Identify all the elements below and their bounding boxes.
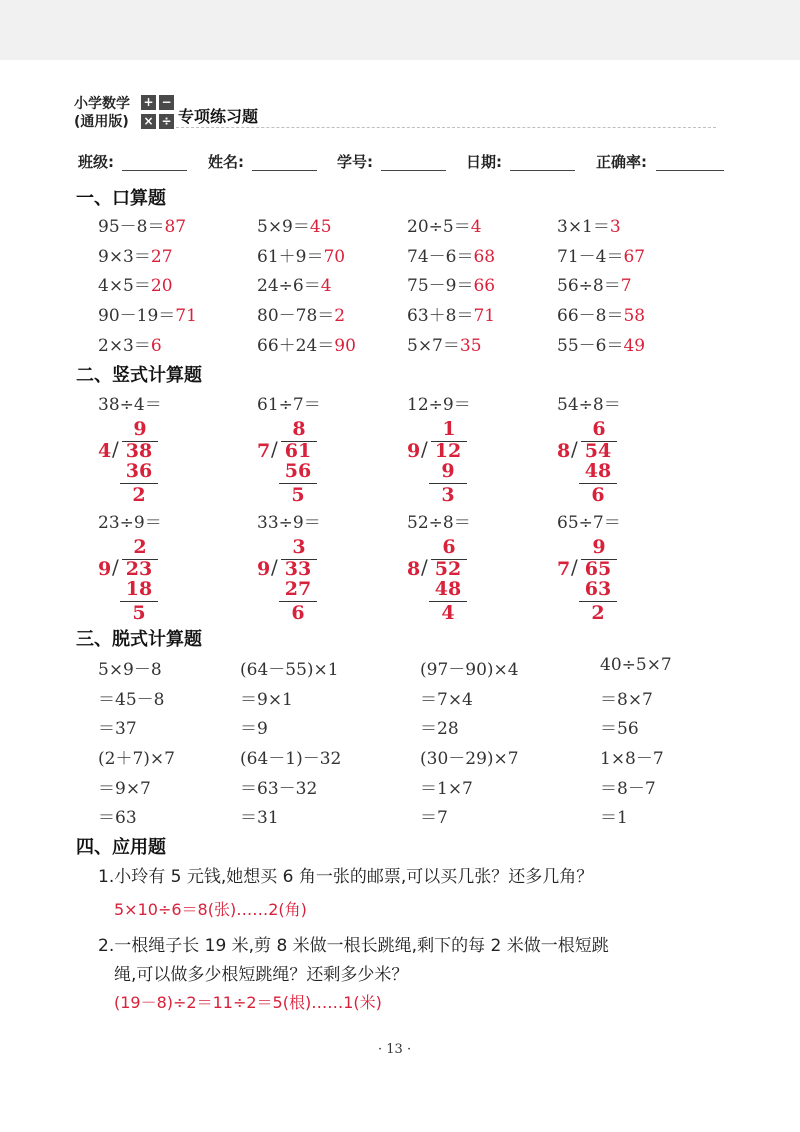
stepwise-step-1: ＝9×1 — [240, 690, 293, 710]
oral-item — [98, 331, 162, 356]
oral-answer: 71 — [473, 306, 496, 326]
vertical-product: 36 — [125, 460, 153, 482]
plus-icon: + — [141, 95, 156, 110]
class-label: 班级: — [78, 153, 114, 171]
oral-item — [407, 331, 482, 356]
oral-question: 66＋24＝ — [257, 336, 335, 356]
vertical-dividend: 38 — [125, 440, 153, 462]
stepwise-question: (64－55)×1 — [240, 660, 339, 680]
oral-question: 20÷5＝ — [407, 217, 471, 237]
vertical-dividend: 12 — [434, 440, 462, 462]
vertical-product: 27 — [284, 578, 312, 600]
vertical-product: 18 — [125, 578, 153, 600]
stepwise-step-1: ＝45－8 — [98, 690, 165, 710]
oral-answer: 2 — [334, 306, 346, 326]
vertical-remainder: 2 — [132, 484, 146, 506]
header-edition: (通用版) — [74, 114, 129, 130]
word-problem-1-text: 1.小玲有 5 元钱,她想买 6 角一张的邮票,可以买几张？还多几角？ — [98, 867, 594, 887]
vertical-question: 61÷7＝ — [257, 395, 321, 415]
oral-answer: 87 — [164, 217, 187, 237]
vertical-product: 48 — [584, 460, 612, 482]
oral-answer: 7 — [620, 276, 632, 296]
oral-question: 71－4＝ — [557, 247, 624, 267]
oral-question: 55－6＝ — [557, 336, 624, 356]
oral-answer: 27 — [150, 247, 173, 267]
stepwise-step-1: ＝1×7 — [420, 779, 473, 799]
division-bracket-icon: / — [571, 437, 578, 461]
vertical-divisor: 8 — [407, 558, 421, 580]
vertical-product: 56 — [284, 460, 312, 482]
oral-answer: 90 — [334, 336, 356, 356]
minus-icon: − — [159, 95, 174, 110]
class-field[interactable] — [122, 169, 187, 171]
oral-answer: 45 — [309, 217, 332, 237]
header-title: 专项练习题 — [178, 107, 259, 126]
oral-question: 3×1＝ — [557, 217, 610, 237]
vertical-remainder: 6 — [291, 602, 305, 624]
oral-question: 66－8＝ — [557, 306, 624, 326]
vertical-remainder: 6 — [591, 484, 605, 506]
stepwise-question: (2＋7)×7 — [98, 749, 175, 769]
vertical-quotient: 6 — [442, 536, 456, 558]
date-field[interactable] — [510, 169, 575, 171]
stepwise-question: 40÷5×7 — [600, 655, 672, 675]
oral-question: 56÷8＝ — [557, 276, 621, 296]
vertical-divisor: 8 — [557, 440, 571, 462]
vertical-divisor: 7 — [257, 440, 271, 462]
oral-question: 2×3＝ — [98, 336, 151, 356]
oral-answer: 20 — [150, 276, 173, 296]
oral-answer: 68 — [473, 247, 496, 267]
times-icon: × — [141, 114, 156, 129]
vertical-question: 52÷8＝ — [407, 513, 471, 533]
word-problem-2-answer: (19－8)÷2＝11÷2＝5(根)……1(米) — [114, 993, 382, 1012]
oral-item — [98, 301, 197, 326]
vertical-divisor: 9 — [407, 440, 421, 462]
oral-answer: 3 — [609, 217, 621, 237]
vertical-remainder: 5 — [291, 484, 305, 506]
word-problem-1-answer: 5×10÷6＝8(张)……2(角) — [114, 900, 307, 919]
oral-question: 5×7＝ — [407, 336, 460, 356]
oral-item — [257, 271, 332, 296]
oral-answer: 35 — [459, 336, 482, 356]
stepwise-question: (64－1)－32 — [240, 749, 342, 769]
vertical-quotient: 8 — [292, 418, 306, 440]
division-bracket-icon: / — [421, 555, 428, 579]
stepwise-step-1: ＝8－7 — [600, 779, 656, 799]
section-stepwise-title: 三、脱式计算题 — [76, 629, 202, 650]
vertical-divisor: 9 — [98, 558, 112, 580]
oral-question: 61＋9＝ — [257, 247, 324, 267]
stepwise-step-2: ＝31 — [240, 808, 279, 828]
oral-item — [407, 212, 482, 237]
stepwise-step-2: ＝28 — [420, 719, 459, 739]
stepwise-step-2: ＝63 — [98, 808, 137, 828]
accuracy-label: 正确率: — [596, 153, 647, 171]
vertical-product: 48 — [434, 578, 462, 600]
vertical-question: 33÷9＝ — [257, 513, 321, 533]
word-problem-2-text: 2.一根绳子长 19 米,剪 8 米做一根长跳绳,剩下的每 2 米做一根短跳 — [98, 936, 609, 956]
stepwise-question: 5×9－8 — [98, 660, 162, 680]
header-subject: 小学数学 — [74, 96, 130, 112]
oral-item — [407, 242, 495, 267]
stepwise-step-1: ＝63－32 — [240, 779, 318, 799]
stepwise-step-2: ＝7 — [420, 808, 448, 828]
division-bracket-icon: / — [571, 555, 578, 579]
stepwise-question: 1×8－7 — [600, 749, 664, 769]
oral-answer: 6 — [150, 336, 162, 356]
name-field[interactable] — [252, 169, 317, 171]
vertical-quotient: 9 — [133, 418, 147, 440]
oral-item — [98, 242, 173, 267]
stepwise-step-1: ＝9×7 — [98, 779, 151, 799]
vertical-question: 23÷9＝ — [98, 513, 162, 533]
page-number: · 13 · — [378, 1042, 412, 1057]
vertical-quotient: 9 — [592, 536, 606, 558]
vertical-divisor: 7 — [557, 558, 571, 580]
oral-item — [557, 331, 645, 356]
oral-answer: 4 — [320, 276, 332, 296]
vertical-question: 65÷7＝ — [557, 513, 621, 533]
top-margin — [0, 0, 800, 60]
vertical-dividend: 54 — [584, 440, 612, 462]
vertical-divisor: 9 — [257, 558, 271, 580]
vertical-quotient: 2 — [133, 536, 147, 558]
vertical-quotient: 1 — [442, 418, 456, 440]
oral-question: 75－9＝ — [407, 276, 474, 296]
oral-answer: 66 — [473, 276, 496, 296]
section-oral-title: 一、口算题 — [76, 188, 166, 209]
division-bracket-icon: / — [112, 437, 119, 461]
oral-item — [257, 242, 345, 267]
oral-answer: 70 — [323, 247, 346, 267]
oral-answer: 4 — [470, 217, 482, 237]
vertical-dividend: 33 — [284, 558, 312, 580]
division-bracket-icon: / — [271, 555, 278, 579]
oral-item — [407, 301, 495, 326]
vertical-dividend: 52 — [434, 558, 462, 580]
vertical-dividend: 65 — [584, 558, 612, 580]
oral-question: 95－8＝ — [98, 217, 165, 237]
stepwise-step-2: ＝37 — [98, 719, 137, 739]
date-label: 日期: — [466, 153, 502, 171]
vertical-remainder: 4 — [441, 602, 455, 624]
vertical-quotient: 6 — [592, 418, 606, 440]
stepwise-step-2: ＝9 — [240, 719, 268, 739]
student-id-field[interactable] — [381, 169, 446, 171]
oral-item — [557, 301, 645, 326]
oral-item — [257, 301, 345, 326]
header-divider — [176, 127, 716, 128]
oral-question: 9×3＝ — [98, 247, 151, 267]
stepwise-question: (30－29)×7 — [420, 749, 519, 769]
name-label: 姓名: — [208, 153, 244, 171]
vertical-divisor: 4 — [98, 440, 112, 462]
oral-question: 24÷6＝ — [257, 276, 321, 296]
vertical-quotient: 3 — [292, 536, 306, 558]
oral-answer: 67 — [623, 247, 646, 267]
stepwise-step-1: ＝8×7 — [600, 690, 653, 710]
oral-question: 74－6＝ — [407, 247, 474, 267]
stepwise-step-1: ＝7×4 — [420, 690, 473, 710]
oral-question: 80－78＝ — [257, 306, 335, 326]
stepwise-step-2: ＝56 — [600, 719, 639, 739]
oral-item — [98, 271, 173, 296]
oral-question: 5×9＝ — [257, 217, 310, 237]
math-operators-logo — [141, 95, 175, 131]
word-problem-2-text-cont: 绳,可以做多少根短跳绳？还剩多少米？ — [114, 965, 409, 985]
oral-item — [407, 271, 495, 296]
oral-answer: 71 — [175, 306, 197, 326]
oral-item — [98, 212, 186, 237]
section-vertical-title: 二、竖式计算题 — [76, 365, 202, 386]
oral-item — [557, 271, 632, 296]
division-bracket-icon: / — [421, 437, 428, 461]
oral-item — [257, 331, 356, 356]
oral-question: 63＋8＝ — [407, 306, 474, 326]
vertical-product: 63 — [584, 578, 612, 600]
vertical-remainder: 5 — [132, 602, 146, 624]
oral-answer: 58 — [623, 306, 646, 326]
stepwise-step-2: ＝1 — [600, 808, 628, 828]
vertical-dividend: 23 — [125, 558, 153, 580]
division-bracket-icon: / — [271, 437, 278, 461]
stepwise-question: (97－90)×4 — [420, 660, 519, 680]
section-word-title: 四、应用题 — [76, 837, 166, 858]
vertical-remainder: 3 — [441, 484, 455, 506]
divide-icon: ÷ — [159, 114, 174, 129]
oral-item — [257, 212, 332, 237]
vertical-product: 9 — [441, 460, 455, 482]
vertical-question: 38÷4＝ — [98, 395, 162, 415]
vertical-remainder: 2 — [591, 602, 605, 624]
oral-item — [557, 212, 621, 237]
oral-question: 4×5＝ — [98, 276, 151, 296]
vertical-dividend: 61 — [284, 440, 312, 462]
division-bracket-icon: / — [112, 555, 119, 579]
vertical-question: 54÷8＝ — [557, 395, 621, 415]
oral-question: 90－19＝ — [98, 306, 176, 326]
oral-item — [557, 242, 645, 267]
accuracy-field[interactable] — [656, 169, 724, 171]
vertical-question: 12÷9＝ — [407, 395, 471, 415]
student-id-label: 学号: — [337, 153, 373, 171]
oral-answer: 49 — [623, 336, 646, 356]
